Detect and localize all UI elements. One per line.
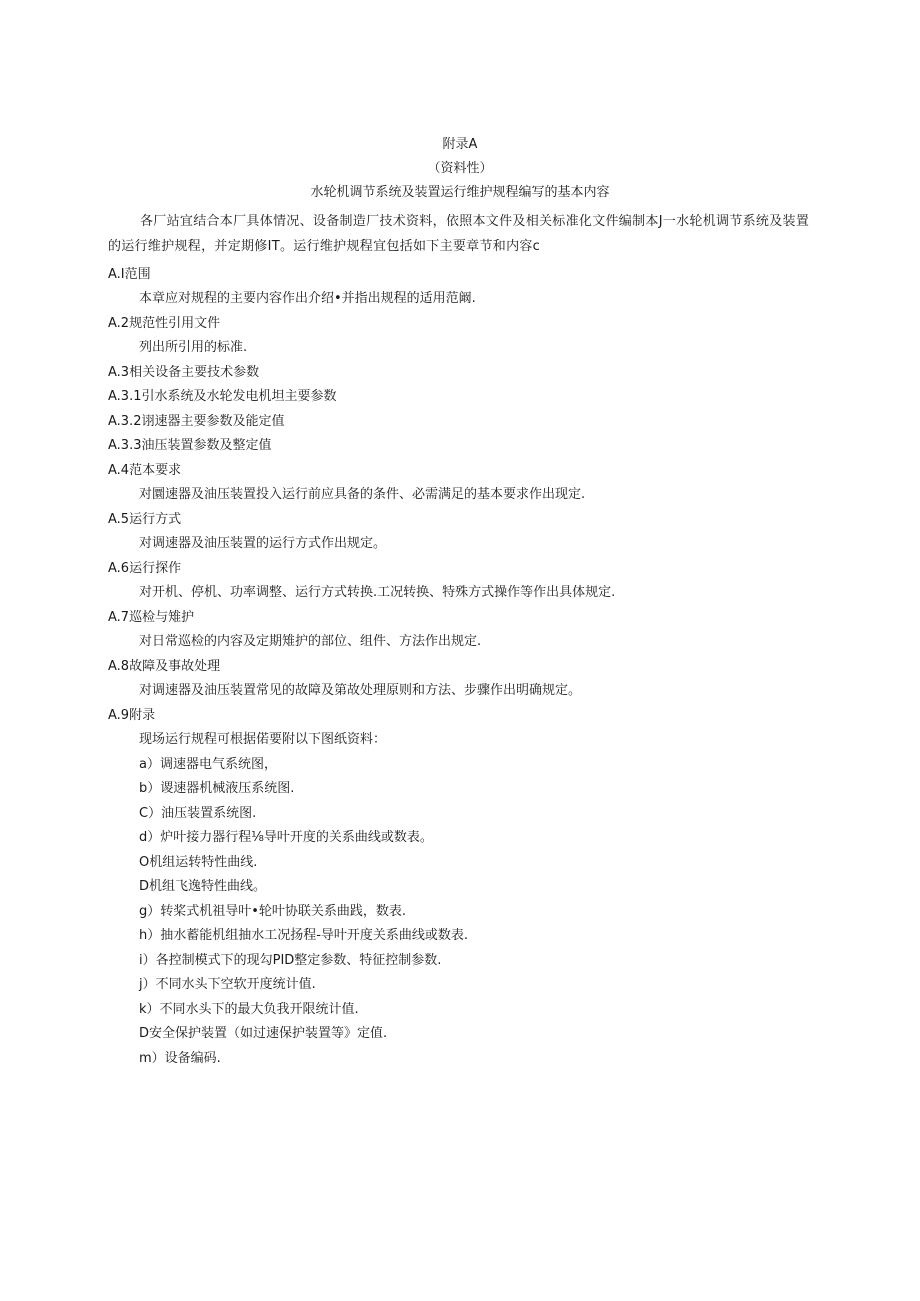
list-item: C）油压装置系统图. <box>139 806 257 821</box>
list-item: b）谡速器机械液压系统图. <box>139 781 295 796</box>
section-text: 现场运行规程可根据偌要附以下图纸资料： <box>139 732 387 747</box>
section-heading: A.4范本要求 <box>108 463 182 478</box>
list-item: D安全保护装置（如过速保护装置等》定值. <box>139 1026 388 1041</box>
list-item: a）调速器电气系统图， <box>139 757 277 772</box>
list-item: g）转桨式机祖导叶•轮叶协联关系曲践，数表. <box>139 904 407 919</box>
section-heading: A.I范围 <box>108 267 151 282</box>
section-heading: A.3.1引水系统及水轮发电机坦主要参数 <box>108 389 337 404</box>
section-text: 本章应对规程的主要内容作出介绍•并指出规程的适用范阚. <box>139 291 476 306</box>
section-heading: A.3相关设备主要技术参数 <box>108 365 260 380</box>
appendix-label: 附录A <box>442 137 478 152</box>
section-heading: A.3.2诩速器主要参数及能定值 <box>108 414 285 429</box>
appendix-type: （资料性） <box>427 161 493 176</box>
section-text: 对圜速器及油压装置投入运行前应具备的条件、必需满足的基本要求作出现定. <box>139 487 586 502</box>
section-text: 对调速器及油压装置的运行方式作出规定。 <box>139 536 387 551</box>
section-heading: A.5运行方式 <box>108 512 182 527</box>
section-heading: A.7巡检与雉护 <box>108 610 195 625</box>
appendix-title: 水轮机调节系统及装置运行维护规程编写的基本内容 <box>310 185 610 200</box>
list-item: j）不同水头下空软开度统计值. <box>139 977 316 992</box>
section-heading: A.8故障及事故处理 <box>108 659 221 674</box>
section-heading: A.3.3油压装置参数及整定值 <box>108 438 272 453</box>
section-text: 对调速器及油压装置常见的故障及第故处理原则和方法、步骤作出明确规定。 <box>139 683 582 698</box>
section-heading: A.6运行探作 <box>108 561 182 576</box>
section-text: 对开机、停机、功率调整、运行方式转换.工况转换、特殊方式操作等作出具体规定. <box>139 585 616 600</box>
section-text: 对日常巡检的内容及定期雉护的部位、组件、方法作出规定. <box>139 634 482 649</box>
list-item: m）设备编码. <box>139 1051 221 1066</box>
list-item: O机组运转特性曲线. <box>139 855 258 870</box>
list-item: k）不同水头下的最大负我开限统计值. <box>139 1002 359 1017</box>
section-text: 列出所引用的标准. <box>139 340 248 355</box>
list-item: d）炉叶接力器行程⅛导叶开度的关系曲线或数表。 <box>139 830 433 845</box>
section-heading: A.2规范性引用文件 <box>108 316 221 331</box>
list-item: D机组飞逸特性曲线。 <box>139 879 267 894</box>
intro-paragraph: 各厂站宜结合本厂具体情况、设备制造厂技术资料，依照本文件及相关标准化文件编制本J一水轮机调节系统及装置的运行维护规程，并定期修IT。运行维护规程宜包括如下主要章节和内容c <box>108 214 810 254</box>
section-heading: A.9附录 <box>108 708 156 723</box>
list-item: h）抽水蓄能机组抽水工况扬程-导叶开度关系曲线或数表. <box>139 928 469 943</box>
list-item: i）各控制模式下的现勾PID整定参数、特征控制参数. <box>139 953 442 968</box>
